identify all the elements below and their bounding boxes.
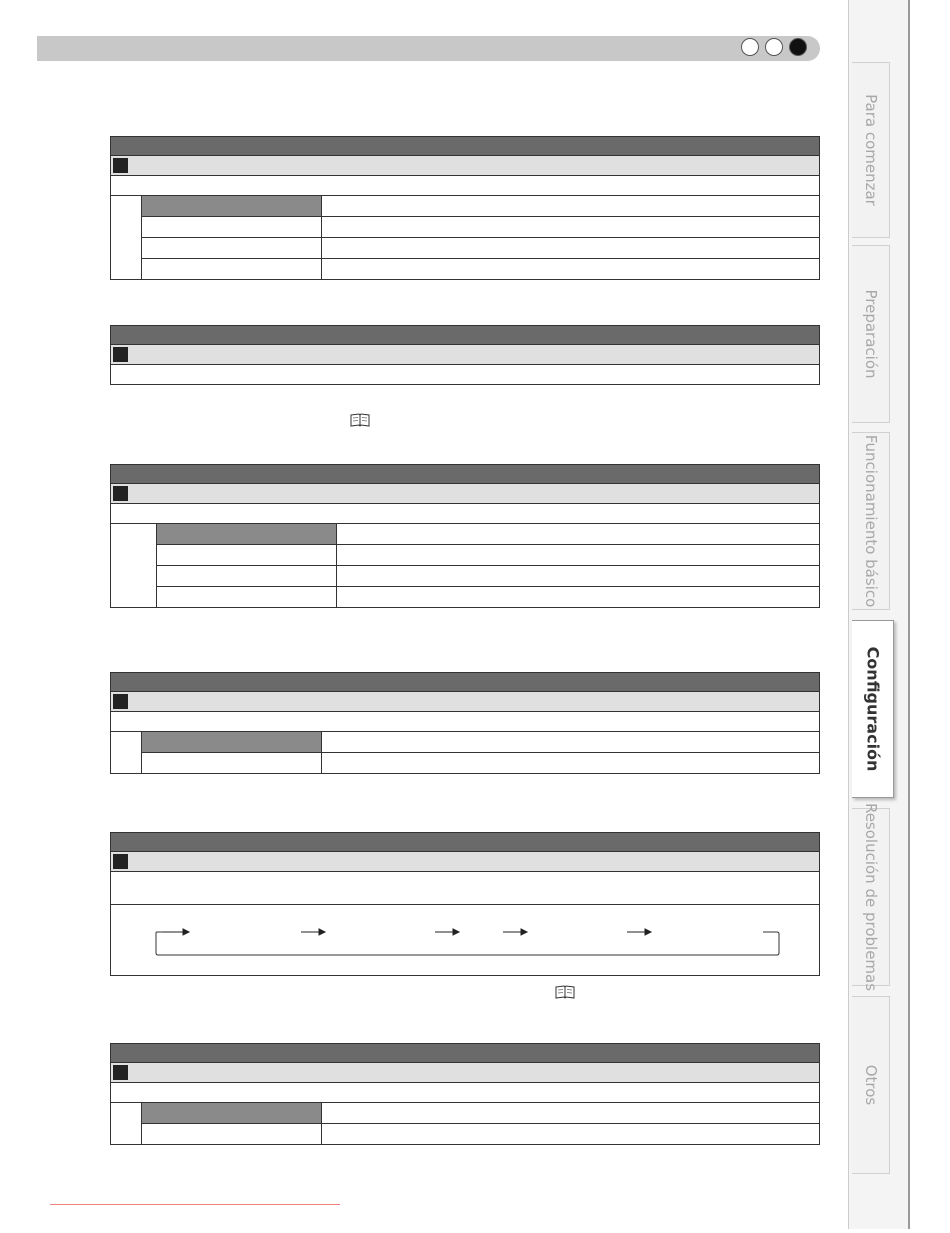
section-title-bar (110, 1043, 820, 1063)
option-key (141, 238, 322, 258)
option-row-header (141, 196, 819, 217)
tab-label: Para comenzar (861, 94, 880, 206)
tab-preparacion[interactable] (852, 245, 890, 423)
section-subtitle-bar (110, 852, 820, 872)
settings-section-5 (110, 832, 820, 976)
option-row-header (156, 524, 819, 545)
settings-section-2 (110, 325, 820, 385)
options-table (110, 732, 820, 774)
section-marker-icon (113, 694, 128, 709)
tab-label: Otros (861, 1064, 880, 1106)
option-row (156, 587, 819, 608)
cycle-diagram-block (110, 905, 820, 976)
section-description-row (110, 176, 820, 196)
cycle-arrows (163, 929, 651, 935)
option-key (141, 753, 322, 774)
section-marker-icon (113, 854, 128, 869)
section-title-bar (110, 464, 820, 484)
option-row (141, 753, 819, 774)
tab-label: Resolución de problemas (861, 802, 880, 992)
settings-section-1 (110, 136, 820, 280)
option-key (156, 587, 337, 608)
tab-otros[interactable] (852, 996, 890, 1174)
section-subtitle-bar (110, 484, 820, 504)
option-key-header (156, 524, 337, 544)
page-indicator-dot-1 (741, 38, 759, 56)
section-title-bar (110, 136, 820, 156)
page-indicator-dot-3 (789, 38, 807, 56)
option-key (141, 1124, 322, 1145)
section-title-bar (110, 672, 820, 692)
section-description-row (110, 712, 820, 732)
option-key-header (141, 196, 322, 216)
section-description-row (110, 1083, 820, 1103)
option-row-header (141, 732, 819, 753)
option-row (141, 217, 819, 238)
tab-label: Preparación (861, 289, 880, 379)
option-row (156, 545, 819, 566)
section-description-row (110, 504, 820, 524)
option-row (141, 259, 819, 280)
section-subtitle-bar (110, 156, 820, 176)
settings-section-3 (110, 464, 820, 608)
section-subtitle-bar (110, 1063, 820, 1083)
option-key-header (141, 732, 322, 752)
option-row (141, 1124, 819, 1145)
section-marker-icon (113, 1065, 128, 1080)
book-reference-icon (555, 985, 575, 999)
section-description-row (110, 872, 820, 905)
section-description-row (110, 365, 820, 385)
option-row (156, 566, 819, 587)
section-marker-icon (113, 347, 128, 362)
settings-section-6 (110, 1043, 820, 1145)
section-subtitle-bar (110, 692, 820, 712)
section-subtitle-bar (110, 345, 820, 365)
options-table (110, 196, 820, 280)
settings-section-4 (110, 672, 820, 774)
page-header-bar (37, 36, 820, 61)
option-key (141, 217, 322, 237)
tab-label: Configuración (863, 646, 882, 772)
tab-label: Funcionamiento básico (861, 434, 880, 608)
book-reference-icon (350, 413, 370, 427)
option-key (156, 566, 337, 586)
option-row (141, 238, 819, 259)
section-title-bar (110, 832, 820, 852)
page-indicator-dot-2 (765, 38, 783, 56)
option-key-header (141, 1103, 322, 1123)
section-title-bar (110, 325, 820, 345)
options-table (110, 1103, 820, 1145)
tab-funcionamiento-basico[interactable] (852, 432, 890, 610)
options-table (110, 524, 820, 608)
section-marker-icon (113, 486, 128, 501)
cycle-diagram (111, 905, 819, 974)
option-key (156, 545, 337, 565)
section-marker-icon (113, 158, 128, 173)
tab-resolucion-de-problemas[interactable] (852, 802, 890, 992)
footer-line (50, 1204, 340, 1205)
tab-para-comenzar[interactable] (852, 62, 890, 238)
option-row-header (141, 1103, 819, 1124)
option-key (141, 259, 322, 280)
tab-configuracion[interactable] (852, 620, 894, 798)
